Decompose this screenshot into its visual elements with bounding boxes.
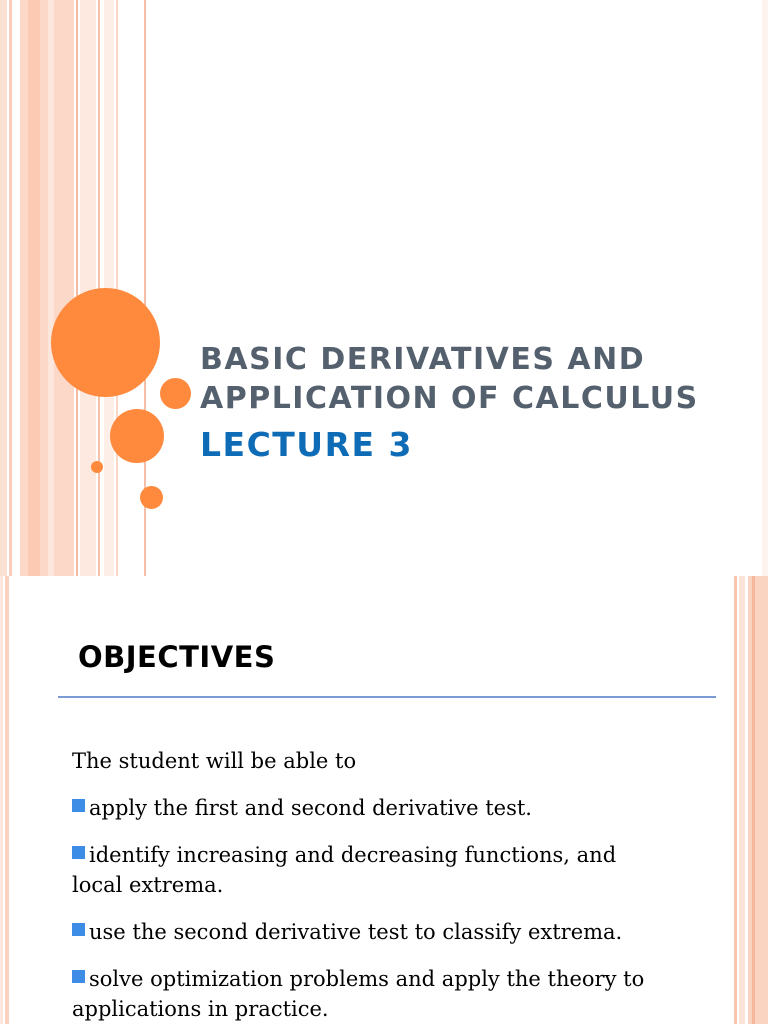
- objective-item: [72, 840, 672, 900]
- square-bullet-icon: [72, 923, 85, 936]
- square-bullet-icon: [72, 799, 85, 812]
- decorative-circle: [110, 409, 164, 463]
- decorative-stripe: [116, 0, 118, 576]
- objective-item: [72, 793, 672, 823]
- objective-item: [72, 964, 672, 1024]
- decorative-stripe: [734, 576, 737, 1024]
- objective-text: use the second derivative test to classify extrema.: [89, 920, 623, 944]
- square-bullet-icon: [72, 970, 85, 983]
- decorative-stripe: [48, 0, 54, 576]
- objectives-body: [72, 746, 672, 1024]
- decorative-stripe: [5, 576, 9, 1024]
- decorative-stripe: [9, 0, 12, 576]
- slide-title: BASIC DERIVATIVES AND APPLICATION OF CALCULUS: [200, 342, 699, 416]
- decorative-stripe: [28, 0, 40, 576]
- objective-text: solve optimization problems and apply the theory to applications in practice.: [72, 967, 645, 1021]
- decorative-stripe: [80, 0, 96, 576]
- decorative-stripe: [752, 576, 755, 1024]
- decorative-stripe: [0, 576, 3, 1024]
- decorative-stripe: [739, 576, 745, 1024]
- slide-subtitle: LECTURE 3: [200, 425, 413, 464]
- objective-text: apply the first and second derivative test.: [89, 796, 532, 820]
- square-bullet-icon: [72, 846, 85, 859]
- decorative-stripe: [762, 0, 768, 576]
- decorative-stripe: [748, 576, 768, 1024]
- decorative-circle: [51, 288, 160, 397]
- decorative-circle: [91, 461, 103, 473]
- decorative-circle: [160, 378, 191, 409]
- objective-text: identify increasing and decreasing functions, and local extrema.: [72, 843, 617, 897]
- title-divider: [58, 696, 716, 698]
- decorative-stripe: [0, 0, 7, 576]
- objectives-slide: [0, 576, 768, 1024]
- decorative-circle: [140, 486, 163, 509]
- objective-item: [72, 917, 672, 947]
- decorative-stripe: [76, 0, 78, 576]
- objectives-title: OBJECTIVES: [78, 640, 276, 674]
- objectives-intro: The student will be able to: [72, 749, 357, 773]
